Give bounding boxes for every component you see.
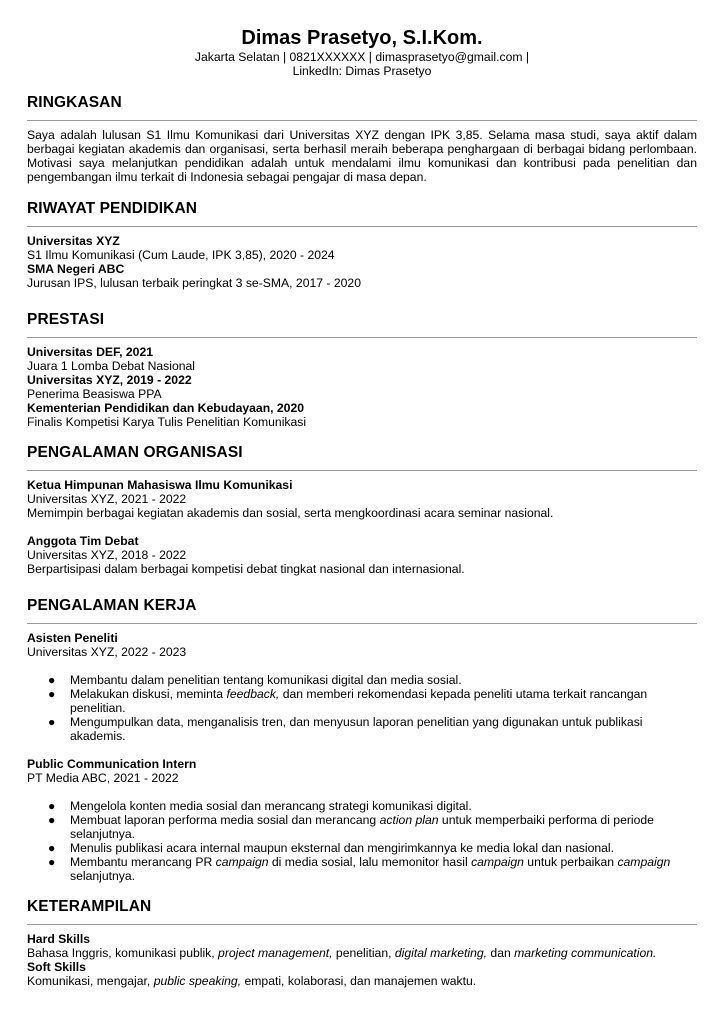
section-title-ringkasan: RINGKASAN bbox=[27, 94, 122, 111]
organization-description: Memimpin berbagai kegiatan akademis dan sosial, serta mengkoordinasi acara seminar nasional. bbox=[27, 506, 554, 520]
achievement-heading: Kementerian Pendidikan dan Kebudayaan, 2020 bbox=[27, 401, 305, 415]
section-divider bbox=[27, 337, 697, 338]
hard-skills-label: Hard Skills bbox=[27, 932, 90, 946]
section-organisasi bbox=[27, 444, 697, 576]
achievement-detail: Juara 1 Lomba Debat Nasional bbox=[27, 359, 196, 373]
education-detail: Jurusan IPS, lulusan terbaik peringkat 3 se-SMA, 2017 - 2020 bbox=[27, 276, 361, 290]
education-detail: S1 Ilmu Komunikasi (Cum Laude, IPK 3,85), 2020 - 2024 bbox=[27, 248, 335, 262]
list-item: ● Menulis publikasi acara internal maupun eksternal dan mengirimkannya ke media lokal dan nasional. bbox=[48, 841, 615, 855]
section-prestasi bbox=[27, 311, 697, 429]
list-item: ● Membantu merancang PR campaign di media sosial, lalu memonitor hasil campaign untuk perbaikan campaign selanjutnya. bbox=[48, 855, 671, 883]
section-title-organisasi: PENGALAMAN ORGANISASI bbox=[27, 444, 243, 461]
education-institution: Universitas XYZ bbox=[27, 234, 120, 248]
organization-role: Anggota Tim Debat bbox=[27, 534, 139, 548]
list-item: ● Mengumpulkan data, menganalisis tren, dan menyusun laporan penelitian yang digunakan untuk publikasi akademis. bbox=[48, 715, 643, 743]
section-title-pendidikan: RIWAYAT PENDIDIKAN bbox=[27, 200, 198, 217]
organization-role: Ketua Himpunan Mahasiswa Ilmu Komunikasi bbox=[27, 478, 293, 492]
section-divider bbox=[27, 924, 697, 925]
achievement-heading: Universitas XYZ, 2019 - 2022 bbox=[27, 373, 192, 387]
section-kerja bbox=[27, 597, 697, 883]
organization-name: Universitas XYZ, 2021 - 2022 bbox=[27, 492, 187, 506]
education-institution: SMA Negeri ABC bbox=[27, 262, 125, 276]
achievement-detail: Finalis Kompetisi Karya Tulis Penelitian Komunikasi bbox=[27, 415, 307, 429]
organization-name: Universitas XYZ, 2018 - 2022 bbox=[27, 548, 187, 562]
section-title-prestasi: PRESTASI bbox=[27, 311, 105, 328]
section-ringkasan bbox=[27, 94, 697, 184]
section-pendidikan bbox=[27, 200, 697, 290]
list-item: ● Melakukan diskusi, meminta feedback, dan memberi rekomendasi kepada peneliti utama terkait rancangan penelitian. bbox=[48, 687, 648, 715]
job-role: Public Communication Intern bbox=[27, 757, 197, 771]
job-responsibilities bbox=[27, 673, 697, 743]
section-keterampilan bbox=[27, 898, 697, 988]
bullet-icon: ● bbox=[48, 855, 56, 869]
bullet-icon: ● bbox=[48, 673, 56, 687]
full-name: Dimas Prasetyo, S.I.Kom. bbox=[241, 27, 483, 49]
hard-skills-text: Bahasa Inggris, komunikasi publik, project management, penelitian, digital marketing, dan marketing communication. bbox=[27, 946, 657, 960]
bullet-icon: ● bbox=[48, 841, 56, 855]
bullet-icon: ● bbox=[48, 799, 56, 813]
list-item: ● Mengelola konten media sosial dan merancang strategi komunikasi digital. bbox=[48, 799, 472, 813]
section-divider bbox=[27, 120, 697, 121]
resume-header bbox=[27, 26, 697, 78]
contact-line-1: Jakarta Selatan | 0821XXXXXX | dimasprasetyo@gmail.com | bbox=[194, 50, 530, 64]
job-organization: Universitas XYZ, 2022 - 2023 bbox=[27, 645, 187, 659]
bullet-icon: ● bbox=[48, 687, 56, 701]
job-role: Asisten Peneliti bbox=[27, 631, 118, 645]
section-title-kerja: PENGALAMAN KERJA bbox=[27, 597, 197, 614]
bullet-icon: ● bbox=[48, 813, 56, 827]
summary-text: Saya adalah lulusan S1 Ilmu Komunikasi dari Universitas XYZ dengan IPK 3,85. Selama masa studi, saya aktif dalam berbagai kegiatan akademis dan organisasi, serta berhasil meraih beberapa penghargaan di berbagai bidang perlombaan. Motivasi saya melanjutkan pendidikan adalah untuk mendalami ilmu komunikasi dan kontribusi pada penelitian dan pengembangan ilmu terkait di Indonesia sebagai pengajar di masa depan. bbox=[27, 128, 697, 184]
section-divider bbox=[27, 623, 697, 624]
soft-skills-text: Komunikasi, mengajar, public speaking, empati, kolaborasi, dan manajemen waktu. bbox=[27, 974, 477, 988]
bullet-icon: ● bbox=[48, 715, 56, 729]
section-divider bbox=[27, 470, 697, 471]
resume-page bbox=[27, 26, 697, 988]
organization-description: Berpartisipasi dalam berbagai kompetisi debat tingkat nasional dan internasional. bbox=[27, 562, 465, 576]
job-organization: PT Media ABC, 2021 - 2022 bbox=[27, 771, 179, 785]
section-title-keterampilan: KETERAMPILAN bbox=[27, 898, 152, 915]
achievement-heading: Universitas DEF, 2021 bbox=[27, 345, 154, 359]
soft-skills-label: Soft Skills bbox=[27, 960, 86, 974]
achievement-detail: Penerima Beasiswa PPA bbox=[27, 387, 162, 401]
list-item: ● Membantu dalam penelitian tentang komunikasi digital dan media sosial. bbox=[48, 673, 462, 687]
contact-line-2: LinkedIn: Dimas Prasetyo bbox=[292, 64, 432, 78]
section-divider bbox=[27, 226, 697, 227]
job-responsibilities bbox=[27, 799, 697, 883]
list-item: ● Membuat laporan performa media sosial dan merancang action plan untuk memperbaiki performa di periode selanjutnya. bbox=[48, 813, 654, 841]
